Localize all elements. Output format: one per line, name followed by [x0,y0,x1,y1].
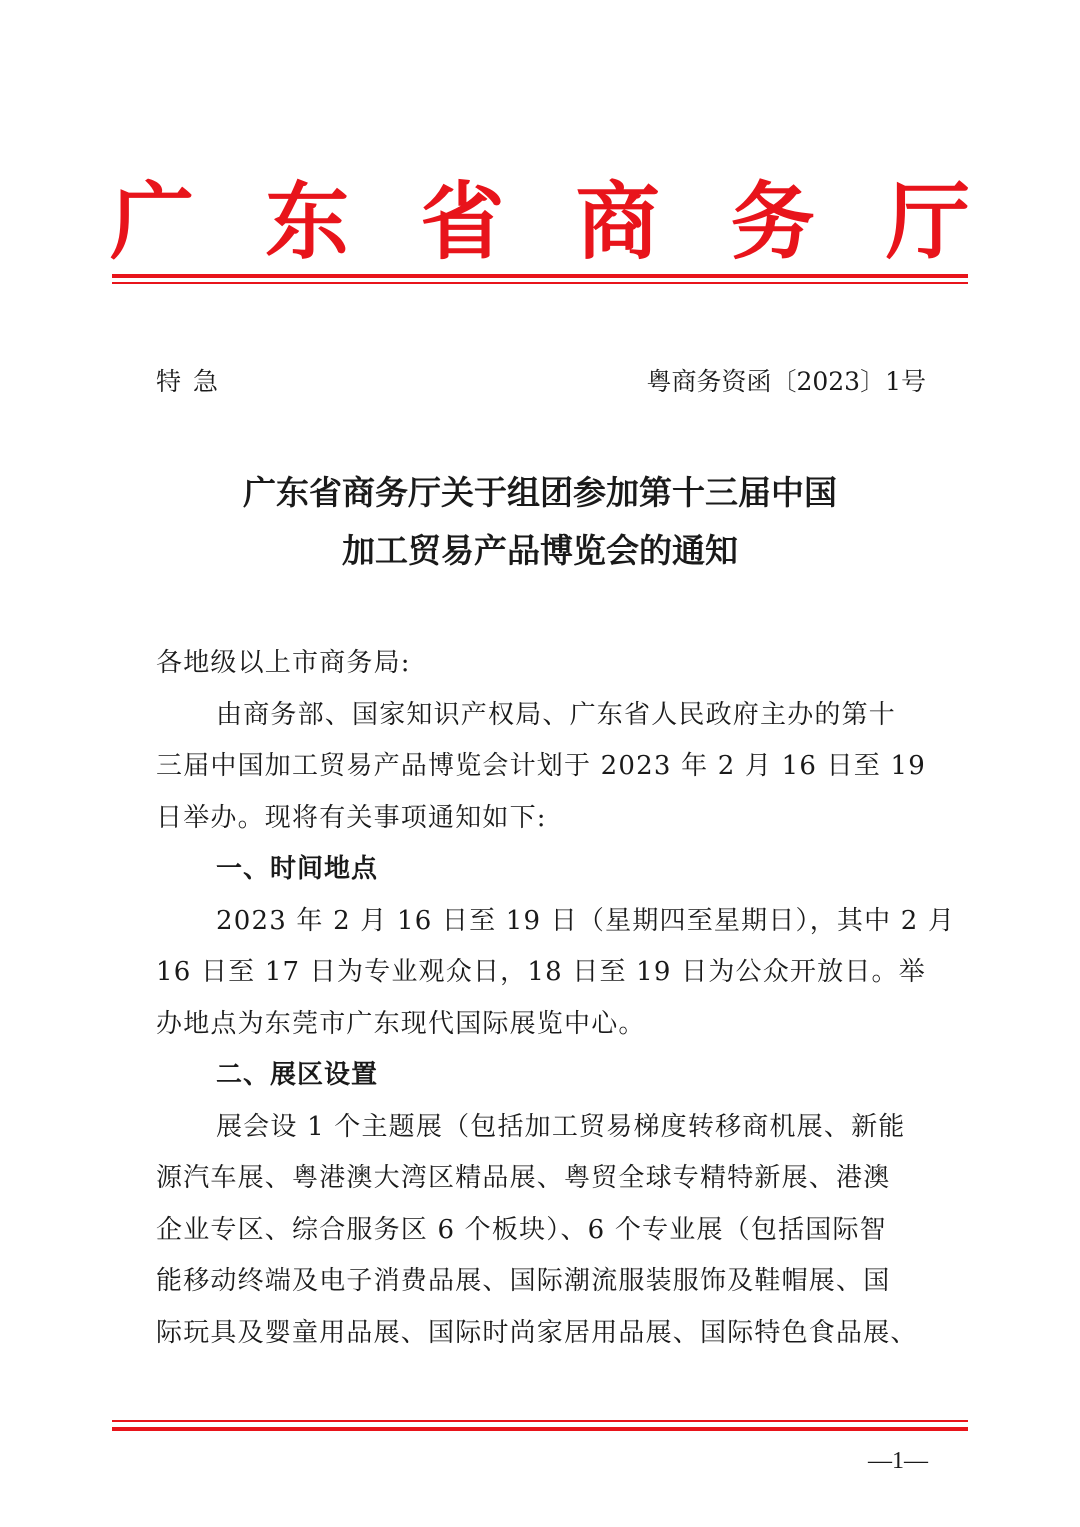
body-line: 源汽车展、粤港澳大湾区精品展、粤贸全球专精特新展、港澳 [156,1163,891,1193]
body-line: 能移动终端及电子消费品展、国际潮流服装服饰及鞋帽展、国 [156,1266,891,1296]
document-title-line-1: 广东省商务厅关于组团参加第十三届中国 [243,473,837,512]
masthead-char: 务 [730,172,815,271]
masthead-char: 商 [575,172,660,271]
body-line: 办地点为东莞市广东现代国际展览中心。 [156,1008,646,1039]
masthead-rule-thin [112,282,968,284]
body-line: 际玩具及婴童用品展、国际时尚家居用品展、国际特色食品展、 [156,1317,918,1348]
body-line: 由商务部、国家知识产权局、广东省人民政府主办的第十 [216,699,897,730]
body-text [156,638,956,1359]
masthead-char: 广 [110,172,195,271]
masthead-rule-thick [112,274,968,278]
meta-row [156,362,926,402]
document-number: 粤商务资函〔2023〕1号 [646,367,926,396]
section-heading-exhibition-zones: 二、展区设置 [216,1060,379,1090]
page-number: —1— [868,1448,928,1474]
footer-rule-thick [112,1427,968,1431]
masthead-title [110,172,970,272]
document-title-line-2: 加工贸易产品博览会的通知 [342,531,738,570]
masthead-char: 厅 [885,172,970,271]
body-line: 日举办。现将有关事项通知如下: [156,802,547,833]
masthead-char: 省 [420,172,505,271]
section-heading-time-location: 一、时间地点 [216,854,379,884]
body-line: 三届中国加工贸易产品博览会计划于 2023 年 2 月 16 日至 19 [156,751,926,781]
body-line: 企业专区、综合服务区 6 个板块）、6 个专业展（包括国际智 [156,1214,887,1245]
footer-rule-thin [112,1420,968,1422]
masthead-char: 东 [265,172,350,271]
body-line: 2023 年 2 月 16 日至 19 日（星期四至星期日），其中 2 月 [216,905,956,936]
urgency-label: 特急 [156,367,231,396]
salutation: 各地级以上市商务局: [156,648,411,678]
body-line: 展会设 1 个主题展（包括加工贸易梯度转移商机展、新能 [216,1111,906,1142]
body-line: 16 日至 17 日为专业观众日，18 日至 19 日为公众开放日。举 [156,957,926,987]
